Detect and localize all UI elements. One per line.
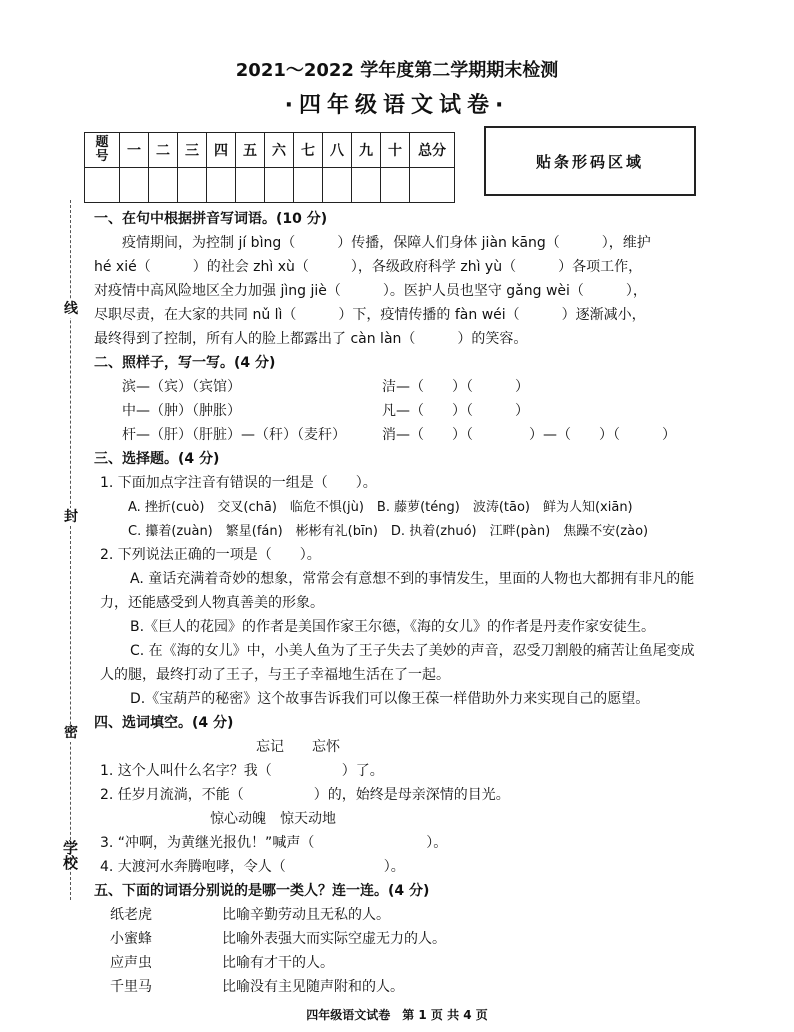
page-footer: 四年级语文试卷 第 1 页 共 4 页: [306, 1008, 488, 1022]
q5-definition[interactable]: 比喻辛勤劳动且无私的人。: [222, 907, 390, 923]
q4-item[interactable]: 4. 大渡河水奔腾咆哮，令人（ ）。: [100, 859, 405, 875]
q1-line: hé xié（ ）的社会 zhì xù（ ），各级政府科学 zhì yù（ ）各项工作，: [94, 259, 643, 275]
q3-2-option[interactable]: A. 童话充满着奇妙的想象，常常会有意想不到的事情发生，里面的人物也大都拥有非凡的能: [130, 571, 695, 587]
q2-task[interactable]: 凡—（ ）（ ）: [382, 403, 529, 419]
score-header-cell: 四: [207, 133, 236, 168]
q1-line: 尽职尽责，在大家的共同 nǔ lì（ ）下，疫情传播的 fàn wéi（ ）逐渐减小，: [94, 307, 646, 323]
score-header-total: 总分: [410, 133, 455, 168]
q4-heading: 四、选词填空。(4 分): [94, 715, 234, 731]
score-header-cell: 八: [323, 133, 352, 168]
q4-item[interactable]: 3. “冲啊，为黄继光报仇！”喊声（ ）。: [100, 835, 448, 851]
q3-1-stem: 1. 下面加点字注音有错误的一组是（ ）。: [100, 475, 377, 491]
score-header-cell: 一: [120, 133, 149, 168]
score-header-cell: 二: [149, 133, 178, 168]
score-cell[interactable]: [236, 168, 265, 203]
score-header-cell: 三: [178, 133, 207, 168]
q2-example: 杆—（肝）（肝脏）—（秆）（麦秆）: [122, 427, 346, 443]
score-cell[interactable]: [265, 168, 294, 203]
q3-heading: 三、选择题。(4 分): [94, 451, 220, 467]
q2-example: 中—（肿）（肿胀）: [122, 403, 241, 419]
score-cell[interactable]: [352, 168, 381, 203]
q5-definition[interactable]: 比喻有才干的人。: [222, 955, 334, 971]
score-header-cell: 九: [352, 133, 381, 168]
score-cell[interactable]: [323, 168, 352, 203]
score-header-cell: 五: [236, 133, 265, 168]
score-total-cell[interactable]: [410, 168, 455, 203]
q2-task[interactable]: 消—（ ）（ ）—（ ）（ ）: [382, 427, 676, 443]
q2-heading: 二、照样子，写一写。(4 分): [94, 355, 276, 371]
q2-example: 滨—（宾）（宾馆）: [122, 379, 241, 395]
margin-char-line: 线: [64, 301, 78, 317]
q1-line: 对疫情中高风险地区全力加强 jìng jiè（ ）。医护人员也坚守 gǎng wèi（ ），: [94, 283, 647, 299]
exam-title: 2021～2022 学年度第二学期期末检测: [235, 60, 559, 81]
barcode-label: 贴条形码区域: [535, 152, 644, 171]
q2-task[interactable]: 洁—（ ）（ ）: [382, 379, 529, 395]
score-cell[interactable]: [381, 168, 410, 203]
q4-word-choices-2: 惊心动魄 惊天动地: [210, 811, 336, 827]
q1-heading: 一、在句中根据拼音写词语。(10 分): [94, 211, 328, 227]
q5-definition[interactable]: 比喻没有主见随声附和的人。: [222, 979, 404, 995]
q1-line: 最终得到了控制，所有人的脸上都露出了 càn làn（ ）的笑容。: [94, 331, 528, 347]
margin-char-secret: 密: [64, 725, 78, 741]
q3-1-option[interactable]: A. 挫折(cuò) 交叉(chā) 临危不惧(jù) B. 藤萝(téng) 波涛(tāo) 鲜为人知(xiān): [128, 500, 633, 515]
q3-2-option[interactable]: C. 在《海的女儿》中，小美人鱼为了王子失去了美妙的声音，忍受刀割般的痛苦让鱼尾变成: [130, 643, 695, 659]
q3-2-option[interactable]: D.《宝葫芦的秘密》这个故事告诉我们可以像王葆一样借助外力来实现自己的愿望。: [130, 691, 650, 707]
q5-term[interactable]: 小蜜蜂: [110, 931, 152, 947]
q1-line: 疫情期间，为控制 jí bìng（ ）传播，保障人们身体 jiàn kāng（ ），维护: [122, 235, 651, 251]
score-cell[interactable]: [85, 168, 120, 203]
score-cell[interactable]: [149, 168, 178, 203]
score-header-cell: 十: [381, 133, 410, 168]
q3-2-option-cont: 力，还能感受到人物真善美的形象。: [100, 595, 324, 611]
score-cell[interactable]: [294, 168, 323, 203]
q3-2-option-cont: 人的腿，最终打动了王子，与王子幸福地生活在了一起。: [100, 667, 450, 683]
q4-word-choices-1: 忘记 忘怀: [256, 739, 340, 755]
score-header-cell: 六: [265, 133, 294, 168]
q4-item[interactable]: 1. 这个人叫什么名字？我（ ）了。: [100, 763, 384, 779]
score-header-label: 题 号: [85, 133, 120, 168]
q5-term[interactable]: 纸老虎: [110, 907, 152, 923]
margin-school-label: 学校: [61, 840, 79, 870]
margin-char-seal: 封: [64, 509, 78, 525]
score-header-cell: 七: [294, 133, 323, 168]
q3-2-stem: 2. 下列说法正确的一项是（ ）。: [100, 547, 321, 563]
score-cell[interactable]: [178, 168, 207, 203]
q5-term[interactable]: 应声虫: [110, 955, 152, 971]
score-cell[interactable]: [207, 168, 236, 203]
q3-2-option[interactable]: B.《巨人的花园》的作者是美国作家王尔德，《海的女儿》的作者是丹麦作家安徒生。: [130, 619, 656, 635]
q4-item[interactable]: 2. 任岁月流淌，不能（ ）的，始终是母亲深情的目光。: [100, 787, 510, 803]
q5-term[interactable]: 千里马: [110, 979, 152, 995]
score-table: [84, 132, 455, 203]
exam-subtitle: ·四年级语文试卷·: [284, 93, 510, 118]
score-value-row: [85, 168, 455, 203]
q3-1-option[interactable]: C. 攥着(zuàn) 繁星(fán) 彬彬有礼(bīn) D. 执着(zhuó) 江畔(pàn) 焦躁不安(zào): [128, 524, 649, 539]
score-cell[interactable]: [120, 168, 149, 203]
q5-definition[interactable]: 比喻外表强大而实际空虚无力的人。: [222, 931, 446, 947]
q5-heading: 五、下面的词语分别说的是哪一类人？连一连。(4 分): [94, 883, 430, 899]
barcode-area: [484, 126, 696, 196]
score-header-row: [85, 133, 455, 168]
